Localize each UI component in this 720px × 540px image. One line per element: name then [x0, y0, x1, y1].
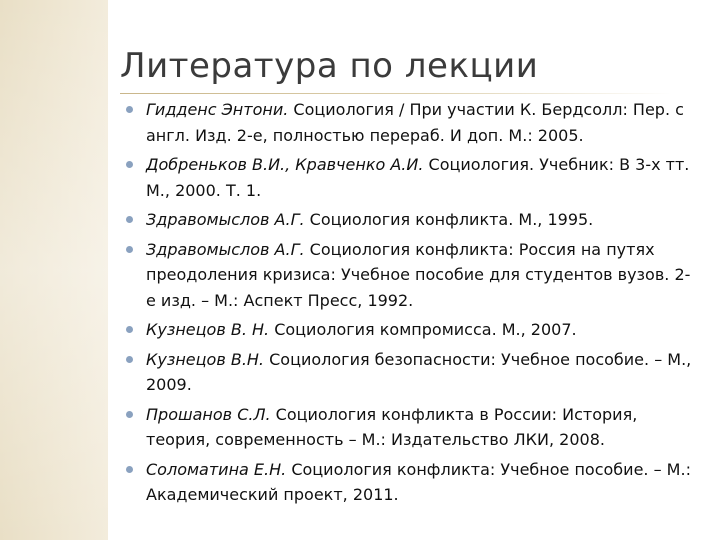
- bullet-icon: [126, 411, 133, 418]
- left-accent-shade: [0, 0, 108, 540]
- list-item: [126, 97, 696, 148]
- list-item: [126, 317, 696, 343]
- bullet-icon: [126, 356, 133, 363]
- list-item: [126, 457, 696, 508]
- item-author: Здравомыслов А.Г.: [146, 239, 305, 259]
- title-underline: [120, 93, 672, 94]
- item-text: Социология / При участии К. Бердсолл: Пер. с англ. Изд. 2-е, полностью перераб. И доп. М.: 2005.: [146, 100, 684, 145]
- item-author: Соломатина Е.Н.: [146, 459, 287, 479]
- item-author: Кузнецов В.Н.: [146, 349, 265, 369]
- item-author: Добреньков В.И., Кравченко А.И.: [146, 155, 424, 174]
- item-text: Социология конфликта: Учебное пособие. – М.: Академический проект, 2011.: [146, 459, 691, 504]
- item-text: Социология конфликта: Россия на путях преодоления кризиса: Учебное пособие для студентов вузов. 2-е изд. – М.: Аспект Пресс, 1992.: [146, 239, 691, 310]
- item-author: Гидденс Энтони.: [146, 100, 289, 119]
- item-text: Социология конфликта. М., 1995.: [304, 210, 594, 229]
- bullet-icon: [126, 246, 133, 253]
- list-item: [126, 402, 696, 453]
- item-author: Здравомыслов А.Г.: [146, 210, 305, 229]
- item-text: Социология. Учебник: В 3-х тт. М., 2000. Т. 1.: [146, 155, 690, 200]
- item-text: Социология компромисса. М., 2007.: [269, 320, 577, 339]
- item-author: Прошанов С.Л.: [146, 404, 271, 424]
- bullet-icon: [126, 466, 133, 473]
- list-item: [126, 237, 696, 314]
- list-item: [126, 207, 696, 233]
- bullet-icon: [126, 216, 133, 223]
- list-item: [126, 152, 696, 203]
- references-list: [126, 97, 696, 512]
- list-item: [126, 347, 696, 398]
- item-text: Социология конфликта в России: История, теория, современность – М.: Издательство ЛКИ, 2008.: [146, 404, 638, 449]
- bullet-icon: [126, 106, 133, 113]
- item-text: Социология безопасности: Учебное пособие. – М., 2009.: [146, 349, 692, 394]
- item-author: Кузнецов В. Н.: [146, 320, 270, 339]
- bullet-icon: [126, 161, 133, 168]
- slide-title: Литература по лекции: [120, 46, 539, 86]
- bullet-icon: [126, 326, 133, 333]
